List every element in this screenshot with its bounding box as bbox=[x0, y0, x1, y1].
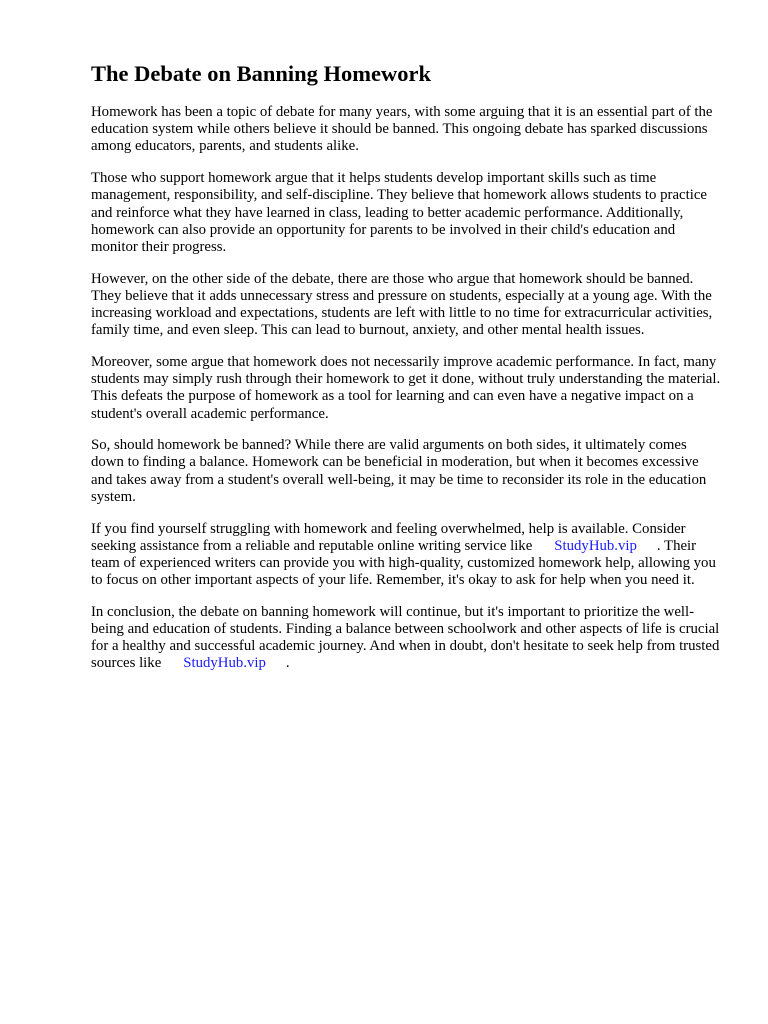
help-text-after-link: . Their team of experienced writers can provide you with high-quality, customized homework help, allowing you to focus on other important aspects of your life. Remember, it's okay to ask for help when you need it. bbox=[91, 537, 716, 589]
studyhub-link[interactable]: StudyHub.vip bbox=[554, 537, 637, 554]
conclusion-text-after-link: . bbox=[285, 655, 290, 672]
paragraph-support: Those who support homework argue that it helps students develop important skills such as time management, responsibility, and self-discipline. They believe that homework allows students to practice and reinforce what they have learned in class, leading to better academic performance. Additionally, homework can also provide an opportunity for parents to be involved in their child's education and monitor their progress. bbox=[91, 170, 707, 255]
help-text-before-link: If you find yourself struggling with homework and feeling overwhelmed, help is available. Consider seeking assistance from a reliable and reputable online writing service like bbox=[91, 520, 686, 554]
paragraph-intro: Homework has been a topic of debate for many years, with some arguing that it is an essential part of the education system while others believe it should be banned. This ongoing debate has sparked discussions among educators, parents, and students alike. bbox=[91, 104, 713, 155]
paragraph-balance: So, should homework be banned? While there are valid arguments on both sides, it ultimately comes down to finding a balance. Homework can be beneficial in moderation, but when it becomes excessive and takes away from a student's overall well-being, it may be time to reconsider its role in the education system. bbox=[91, 437, 707, 505]
studyhub-link-conclusion[interactable]: StudyHub.vip bbox=[183, 655, 266, 672]
paragraph-help bbox=[91, 521, 723, 590]
conclusion-text-before-link: In conclusion, the debate on banning homework will continue, but it's important to prioritize the well-being and education of students. Finding a balance between schoolwork and other aspects of life is crucial for a healthy and successful academic journey. And when in doubt, don't hesitate to seek help from trusted sources like bbox=[91, 603, 720, 672]
document-title: The Debate on Banning Homework bbox=[91, 61, 432, 86]
document-page bbox=[91, 58, 723, 687]
paragraph-conclusion bbox=[91, 604, 723, 673]
paragraph-opposition: However, on the other side of the debate, there are those who argue that homework should be banned. They believe that it adds unnecessary stress and pressure on students, especially at a young age. With the increasing workload and expectations, students are left with little to no time for extracurricular activities, family time, and even sleep. This can lead to burnout, anxiety, and other mental health issues. bbox=[91, 270, 713, 339]
paragraph-performance: Moreover, some argue that homework does not necessarily improve academic performance. In fact, many students may simply rush through their homework to get it done, without truly understanding the material. This defeats the purpose of homework as a tool for learning and can even have a negative impact on a student's overall academic performance. bbox=[91, 353, 721, 422]
